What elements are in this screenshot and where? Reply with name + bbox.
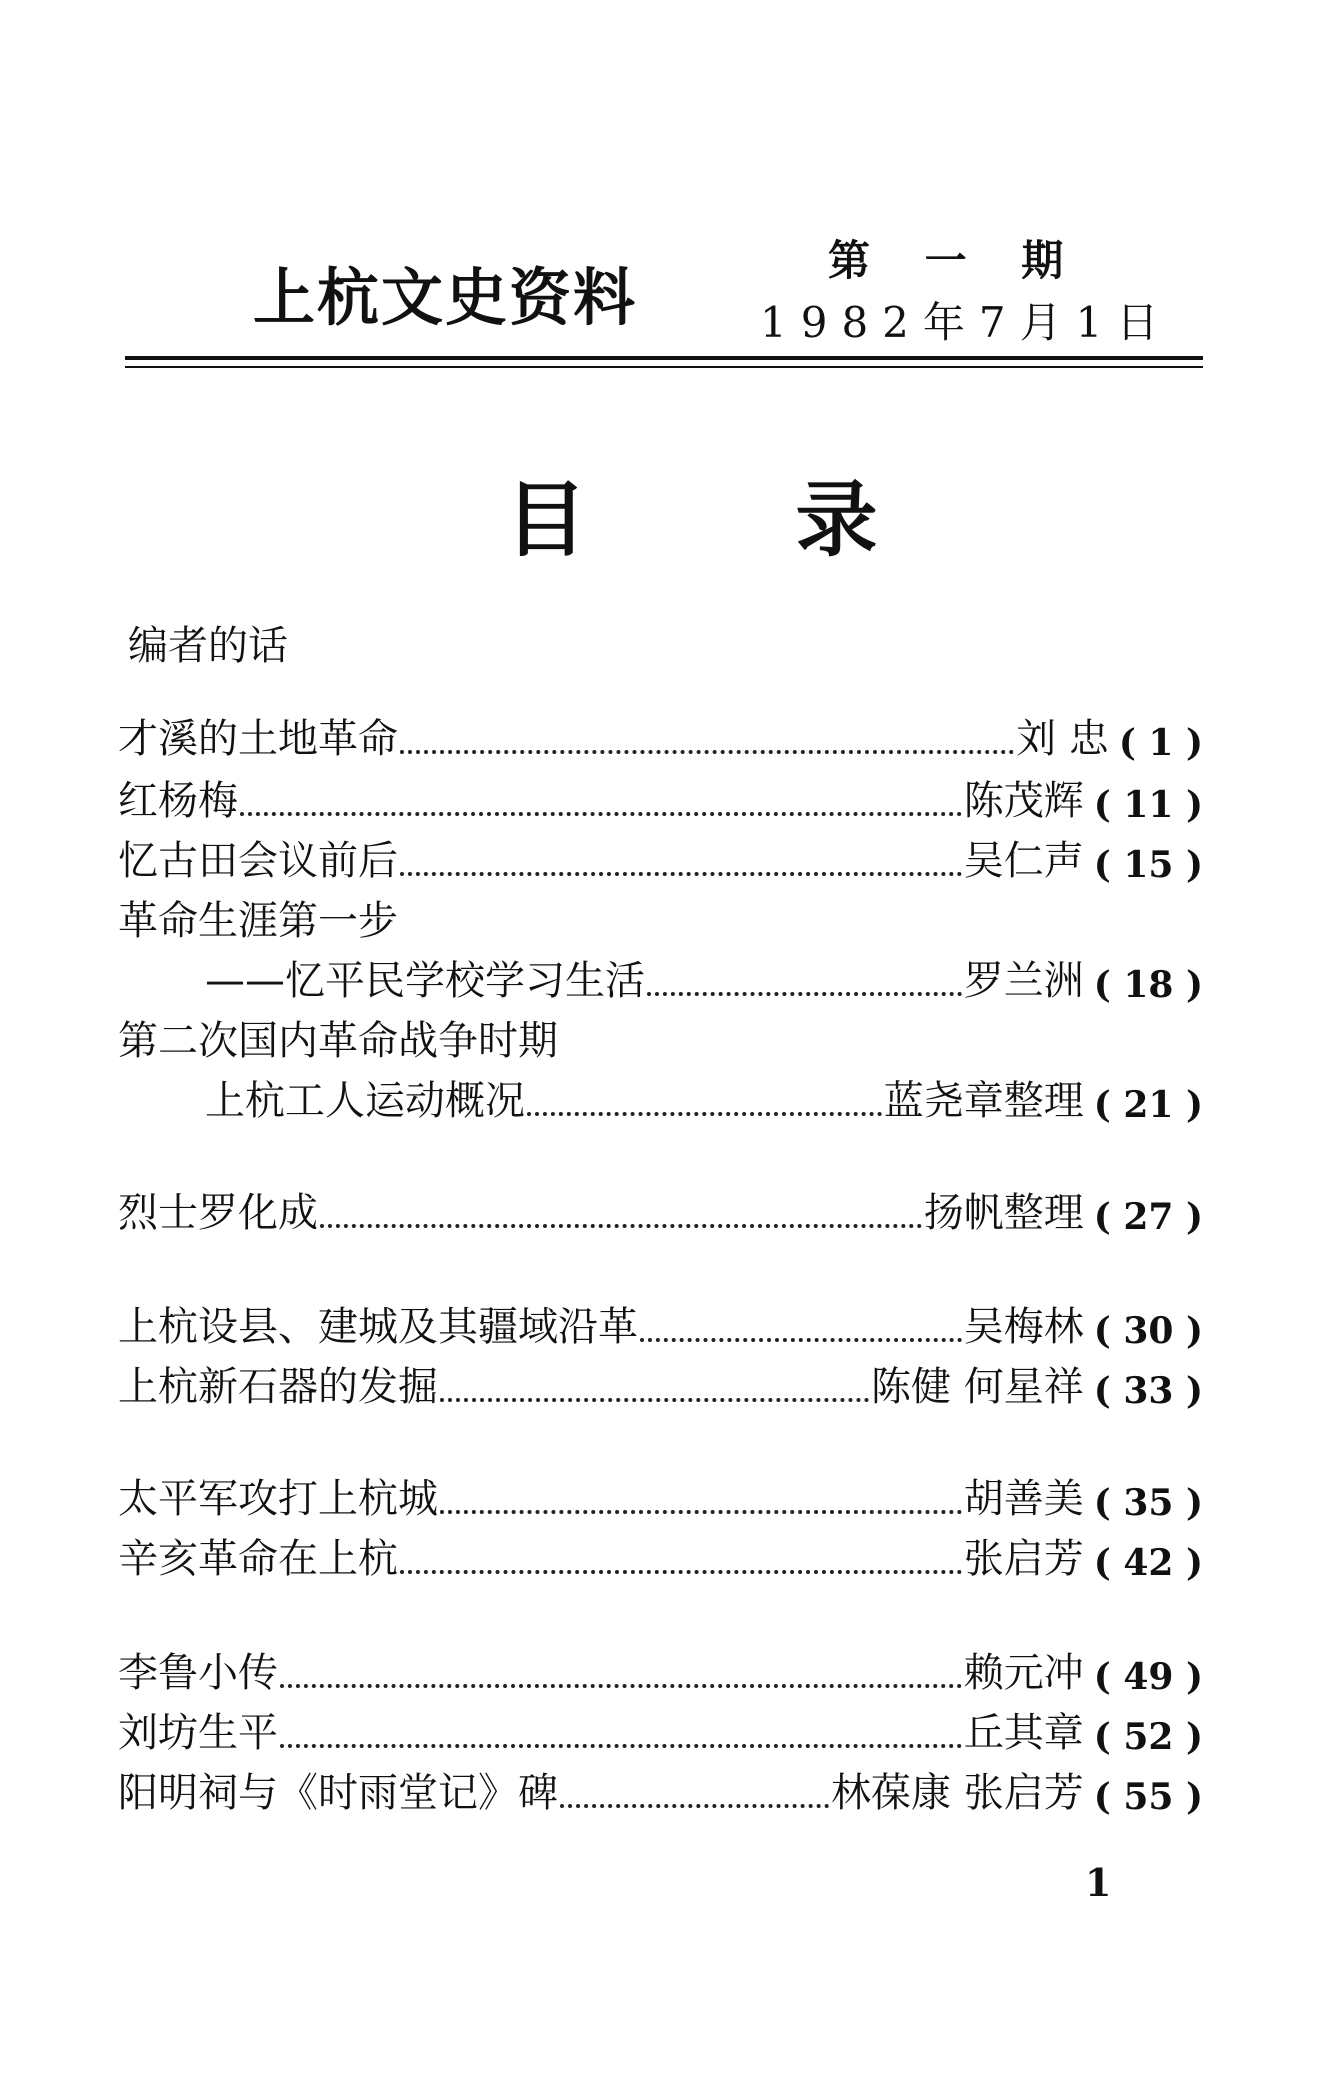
toc-entry-title: 第二次国内革命战争时期 bbox=[118, 1018, 558, 1064]
toc-entry-heading bbox=[118, 890, 398, 946]
journal-title: 上杭文史资料 bbox=[253, 261, 638, 334]
toc-entry-page: ( 21 ) bbox=[1093, 1084, 1203, 1126]
toc-entry-author: 赖元冲 bbox=[963, 1650, 1084, 1696]
toc-entry bbox=[118, 1528, 1203, 1584]
toc-dot-leader bbox=[527, 1112, 882, 1116]
toc-entry-title: 刘坊生平 bbox=[118, 1710, 278, 1756]
toc-dot-leader bbox=[320, 1224, 922, 1228]
toc-entry-author: 胡善美 bbox=[963, 1476, 1084, 1522]
toc-entry bbox=[118, 1182, 1203, 1238]
toc-entry-author: 刘 忠 bbox=[1016, 716, 1109, 762]
toc-entry-author: 罗兰洲 bbox=[963, 958, 1084, 1004]
toc-entry-page: ( 27 ) bbox=[1093, 1196, 1203, 1238]
toc-entry-author: 陈茂辉 bbox=[963, 778, 1084, 824]
toc-entry bbox=[118, 708, 1203, 764]
toc-entry-heading bbox=[118, 1010, 558, 1066]
toc-entry-page: ( 11 ) bbox=[1093, 784, 1203, 826]
toc-dot-leader bbox=[647, 992, 962, 996]
toc-entry-author: 吴仁声 bbox=[963, 838, 1084, 884]
toc-entry-subtitle: 上杭工人运动概况 bbox=[205, 1078, 525, 1124]
toc-entry-author: 陈健 何星祥 bbox=[871, 1364, 1084, 1410]
issue-date: 1982年7月1日 bbox=[760, 298, 1173, 347]
toc-entry bbox=[118, 1702, 1203, 1758]
toc-dot-leader bbox=[400, 750, 1014, 754]
header-rule-thick bbox=[125, 356, 1203, 360]
toc-entry-title: 才溪的土地革命 bbox=[118, 716, 398, 762]
toc-entry-title: 辛亥革命在上杭 bbox=[118, 1536, 398, 1582]
page-number: 1 bbox=[1085, 1860, 1112, 1905]
toc-dot-leader bbox=[400, 872, 962, 876]
toc-entry-author: 吴梅林 bbox=[963, 1304, 1084, 1350]
toc-entry-subtitle: ——忆平民学校学习生活 bbox=[205, 958, 645, 1004]
toc-entry-title: 烈士罗化成 bbox=[118, 1190, 318, 1236]
toc-entry-author: 扬帆整理 bbox=[923, 1190, 1084, 1236]
toc-dot-leader bbox=[400, 1570, 962, 1574]
toc-entry-title: 忆古田会议前后 bbox=[118, 838, 398, 884]
toc-heading: 目 录 bbox=[505, 473, 878, 568]
toc-entry bbox=[118, 1642, 1203, 1698]
toc-entry-page: ( 30 ) bbox=[1093, 1310, 1203, 1352]
toc-entry bbox=[118, 1468, 1203, 1524]
toc-entry bbox=[118, 830, 1203, 886]
toc-dot-leader bbox=[280, 1684, 962, 1688]
header-rule-thin bbox=[125, 366, 1203, 368]
toc-entry-title: 红杨梅 bbox=[118, 778, 238, 824]
toc-entry-title: 李鲁小传 bbox=[118, 1650, 278, 1696]
toc-entry-author: 丘其章 bbox=[963, 1710, 1084, 1756]
toc-dot-leader bbox=[440, 1510, 962, 1514]
toc-entry bbox=[118, 1356, 1203, 1412]
toc-entry-page: ( 52 ) bbox=[1093, 1716, 1203, 1758]
toc-entry-page: ( 35 ) bbox=[1093, 1482, 1203, 1524]
toc-dot-leader bbox=[240, 812, 962, 816]
toc-entry-page: ( 18 ) bbox=[1093, 964, 1203, 1006]
toc-entry bbox=[118, 1296, 1203, 1352]
toc-entry bbox=[118, 770, 1203, 826]
toc-entry bbox=[205, 950, 1203, 1006]
editor-note: 编者的话 bbox=[128, 623, 288, 669]
toc-entry-title: 革命生涯第一步 bbox=[118, 898, 398, 944]
toc-entry-title: 太平军攻打上杭城 bbox=[118, 1476, 438, 1522]
toc-dot-leader bbox=[560, 1804, 829, 1808]
toc-entry-page: ( 55 ) bbox=[1093, 1776, 1203, 1818]
toc-entry-author: 林葆康 张启芳 bbox=[831, 1770, 1084, 1816]
toc-entry-author: 张启芳 bbox=[963, 1536, 1084, 1582]
toc-entry bbox=[205, 1070, 1203, 1126]
toc-entry-page: ( 1 ) bbox=[1118, 722, 1203, 764]
toc-dot-leader bbox=[280, 1744, 962, 1748]
toc-entry-page: ( 42 ) bbox=[1093, 1542, 1203, 1584]
toc-entry-title: 上杭设县、建城及其疆域沿革 bbox=[118, 1304, 638, 1350]
toc-entry bbox=[118, 1762, 1203, 1818]
toc-entry-page: ( 15 ) bbox=[1093, 844, 1203, 886]
toc-entry-author: 蓝尧章整理 bbox=[883, 1078, 1084, 1124]
toc-entry-page: ( 33 ) bbox=[1093, 1370, 1203, 1412]
toc-entry-title: 上杭新石器的发掘 bbox=[118, 1364, 438, 1410]
issue-label: 第 一 期 bbox=[828, 236, 1064, 285]
toc-dot-leader bbox=[440, 1398, 869, 1402]
toc-entry-title: 阳明祠与《时雨堂记》碑 bbox=[118, 1770, 558, 1816]
toc-dot-leader bbox=[640, 1338, 962, 1342]
toc-entry-page: ( 49 ) bbox=[1093, 1656, 1203, 1698]
